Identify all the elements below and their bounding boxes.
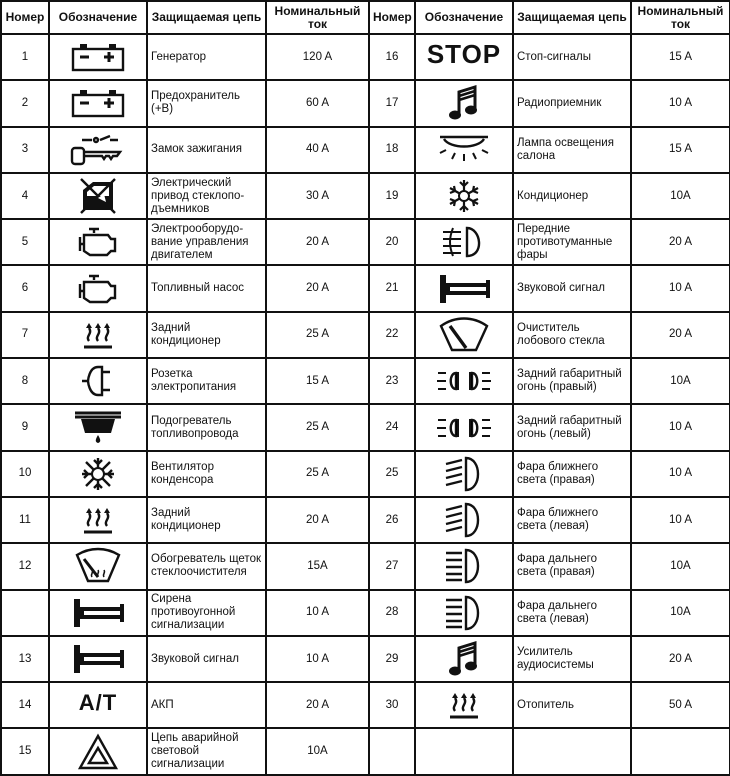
symbol-cell xyxy=(415,34,513,80)
symbol-cell xyxy=(49,543,147,589)
symbol-cell xyxy=(415,312,513,358)
rated-current xyxy=(631,728,730,774)
fuse-number: 8 xyxy=(1,358,49,404)
table-row xyxy=(1,682,730,728)
symbol-cell xyxy=(49,80,147,126)
rated-current: 25 A xyxy=(266,404,369,450)
fuse-number: 6 xyxy=(1,265,49,311)
circuit-name: Задний габаритный огонь (левый) xyxy=(513,404,631,450)
fuse-number: 16 xyxy=(369,34,415,80)
column-header: Защищаемая цепь xyxy=(147,1,266,34)
table-row xyxy=(1,312,730,358)
rated-current: 25 A xyxy=(266,312,369,358)
circuit-name: Сирена противоугонной сигнализации xyxy=(147,590,266,636)
symbol-cell xyxy=(415,173,513,219)
rated-current: 30 A xyxy=(266,173,369,219)
symbol-cell xyxy=(49,728,147,774)
column-header: Номинальный ток xyxy=(631,1,730,34)
fuse-number: 14 xyxy=(1,682,49,728)
circuit-name: Фара дальнего света (левая) xyxy=(513,590,631,636)
rated-current: 40 A xyxy=(266,127,369,173)
circuit-name: Генератор xyxy=(147,34,266,80)
circuit-name: Кондиционер xyxy=(513,173,631,219)
circuit-name: Подогреватель топливопровода xyxy=(147,404,266,450)
fuse-number: 17 xyxy=(369,80,415,126)
column-header: Обозначение xyxy=(49,1,147,34)
table-row xyxy=(1,590,730,636)
fuse-number: 26 xyxy=(369,497,415,543)
symbol-cell xyxy=(415,728,513,774)
interior-lamp-icon xyxy=(416,133,512,167)
fuse-number: 30 xyxy=(369,682,415,728)
engine-icon xyxy=(50,273,146,305)
symbol-cell xyxy=(415,451,513,497)
column-header: Защищаемая цепь xyxy=(513,1,631,34)
circuit-name: Фара ближнего света (правая) xyxy=(513,451,631,497)
rated-current: 10A xyxy=(631,543,730,589)
fuel-heater-icon xyxy=(50,409,146,447)
rated-current: 20 A xyxy=(266,682,369,728)
fuse-number: 9 xyxy=(1,404,49,450)
fuse-number: 13 xyxy=(1,636,49,682)
circuit-name: Предохранитель (+B) xyxy=(147,80,266,126)
rated-current: 10 A xyxy=(631,497,730,543)
rated-current: 15 A xyxy=(266,358,369,404)
fuse-number: 28 xyxy=(369,590,415,636)
symbol-cell xyxy=(49,451,147,497)
table-row xyxy=(1,358,730,404)
symbol-cell xyxy=(49,590,147,636)
column-header: Номер xyxy=(1,1,49,34)
circuit-name: Электрический привод стеклопо-дъемников xyxy=(147,173,266,219)
header-row xyxy=(1,1,730,34)
table-row xyxy=(1,543,730,589)
fuse-number: 1 xyxy=(1,34,49,80)
table-row xyxy=(1,728,730,774)
circuit-name: Фара дальнего света (правая) xyxy=(513,543,631,589)
rated-current: 10A xyxy=(631,358,730,404)
fuse-number: 2 xyxy=(1,80,49,126)
symbol-cell xyxy=(415,80,513,126)
fuse-number: 7 xyxy=(1,312,49,358)
fuse-number: 5 xyxy=(1,219,49,265)
table-row xyxy=(1,127,730,173)
fuse-number: 25 xyxy=(369,451,415,497)
symbol-cell xyxy=(49,312,147,358)
high-beam-icon xyxy=(416,593,512,633)
circuit-name: Стоп-сигналы xyxy=(513,34,631,80)
symbol-cell xyxy=(49,497,147,543)
rated-current: 10 A xyxy=(631,265,730,311)
circuit-name xyxy=(513,728,631,774)
rated-current: 15 A xyxy=(631,34,730,80)
symbol-cell xyxy=(49,219,147,265)
fuse-number: 23 xyxy=(369,358,415,404)
side-light-icon xyxy=(416,367,512,395)
fuse-number: 27 xyxy=(369,543,415,589)
fuse-number xyxy=(369,728,415,774)
power-socket-icon xyxy=(50,364,146,398)
table-row xyxy=(1,497,730,543)
fuse-number: 4 xyxy=(1,173,49,219)
horn-icon xyxy=(50,641,146,677)
symbol-cell xyxy=(49,404,147,450)
symbol-cell xyxy=(49,265,147,311)
wiper-heater-icon xyxy=(50,547,146,585)
symbol-cell xyxy=(415,636,513,682)
circuit-name: АКП xyxy=(147,682,266,728)
table-row xyxy=(1,404,730,450)
fuse-number: 21 xyxy=(369,265,415,311)
rated-current: 15A xyxy=(266,543,369,589)
fuse-number: 11 xyxy=(1,497,49,543)
high-beam-icon xyxy=(416,546,512,586)
hazard-icon xyxy=(50,733,146,771)
heater-icon xyxy=(416,689,512,721)
column-header: Обозначение xyxy=(415,1,513,34)
fuse-number: 19 xyxy=(369,173,415,219)
rated-current: 10 A xyxy=(266,636,369,682)
circuit-name: Очиститель лобового стекла xyxy=(513,312,631,358)
circuit-name: Цепь аварийной световой сигнализации xyxy=(147,728,266,774)
fuse-number: 20 xyxy=(369,219,415,265)
symbol-cell xyxy=(415,219,513,265)
circuit-name: Усилитель аудиосистемы xyxy=(513,636,631,682)
rated-current: 10 A xyxy=(631,80,730,126)
rated-current: 20 A xyxy=(631,219,730,265)
rated-current: 20 A xyxy=(266,265,369,311)
fuse-number: 22 xyxy=(369,312,415,358)
power-window-icon xyxy=(50,176,146,216)
heater-icon xyxy=(50,319,146,351)
symbol-cell xyxy=(49,34,147,80)
rated-current: 25 A xyxy=(266,451,369,497)
circuit-name: Звуковой сигнал xyxy=(513,265,631,311)
symbol-cell xyxy=(415,358,513,404)
circuit-name: Отопитель xyxy=(513,682,631,728)
engine-icon xyxy=(50,226,146,258)
fuse-number: 10 xyxy=(1,451,49,497)
rated-current: 15 A xyxy=(631,127,730,173)
table-row xyxy=(1,451,730,497)
circuit-name: Звуковой сигнал xyxy=(147,636,266,682)
rated-current: 10A xyxy=(266,728,369,774)
fuse-number: 24 xyxy=(369,404,415,450)
table-row xyxy=(1,34,730,80)
symbol-cell xyxy=(49,358,147,404)
circuit-name: Передние противотуманные фары xyxy=(513,219,631,265)
symbol-cell xyxy=(415,265,513,311)
rated-current: 120 A xyxy=(266,34,369,80)
symbol-cell xyxy=(415,127,513,173)
circuit-name: Электрооборудо-вание управления двигателем xyxy=(147,219,266,265)
rated-current: 20 A xyxy=(631,636,730,682)
rated-current: 10A xyxy=(631,590,730,636)
fuse-number: 29 xyxy=(369,636,415,682)
symbol-cell xyxy=(415,404,513,450)
wiper-icon xyxy=(416,316,512,354)
music-note-icon xyxy=(416,640,512,678)
low-beam-icon xyxy=(416,454,512,494)
circuit-name: Розетка электропитания xyxy=(147,358,266,404)
rated-current: 10A xyxy=(631,173,730,219)
symbol-cell xyxy=(49,127,147,173)
symbol-cell xyxy=(49,636,147,682)
music-note-icon xyxy=(416,84,512,122)
symbol-cell xyxy=(49,173,147,219)
circuit-name: Фара ближнего света (левая) xyxy=(513,497,631,543)
snowflake-icon xyxy=(416,178,512,214)
circuit-name: Задний кондиционер xyxy=(147,312,266,358)
heater-icon xyxy=(50,504,146,536)
symbol-cell xyxy=(415,543,513,589)
rated-current: 60 A xyxy=(266,80,369,126)
fuse-number: 18 xyxy=(369,127,415,173)
horn-icon xyxy=(416,271,512,307)
low-beam-icon xyxy=(416,500,512,540)
symbol-cell xyxy=(49,682,147,728)
at-text-icon: A/T xyxy=(78,690,118,716)
symbol-cell xyxy=(415,497,513,543)
side-light-icon xyxy=(416,414,512,442)
rated-current: 20 A xyxy=(266,219,369,265)
rated-current: 50 A xyxy=(631,682,730,728)
rated-current: 10 A xyxy=(631,451,730,497)
table-row xyxy=(1,173,730,219)
circuit-name: Вентилятор конденсора xyxy=(147,451,266,497)
fuse-number xyxy=(1,590,49,636)
table-row xyxy=(1,219,730,265)
fuse-number: 3 xyxy=(1,127,49,173)
battery-icon xyxy=(50,42,146,72)
table-row xyxy=(1,265,730,311)
ignition-key-icon xyxy=(50,134,146,166)
circuit-name: Топливный насос xyxy=(147,265,266,311)
table-row xyxy=(1,80,730,126)
fuse-number: 12 xyxy=(1,543,49,589)
symbol-cell xyxy=(415,590,513,636)
table-row xyxy=(1,636,730,682)
rated-current: 20 A xyxy=(631,312,730,358)
circuit-name: Радиоприемник xyxy=(513,80,631,126)
stop-text-icon: STOP xyxy=(426,38,502,69)
column-header: Номинальный ток xyxy=(266,1,369,34)
column-header: Номер xyxy=(369,1,415,34)
horn-icon xyxy=(50,595,146,631)
circuit-name: Задний габаритный огонь (правый) xyxy=(513,358,631,404)
fan-icon xyxy=(50,456,146,492)
symbol-cell xyxy=(415,682,513,728)
circuit-name: Задний кондиционер xyxy=(147,497,266,543)
fuse-number: 15 xyxy=(1,728,49,774)
rated-current: 10 A xyxy=(631,404,730,450)
circuit-name: Лампа освещения салона xyxy=(513,127,631,173)
rated-current: 10 A xyxy=(266,590,369,636)
circuit-name: Замок зажигания xyxy=(147,127,266,173)
circuit-name: Обогреватель щеток стеклоочистителя xyxy=(147,543,266,589)
battery-icon xyxy=(50,88,146,118)
rated-current: 20 A xyxy=(266,497,369,543)
fog-light-icon xyxy=(416,224,512,260)
